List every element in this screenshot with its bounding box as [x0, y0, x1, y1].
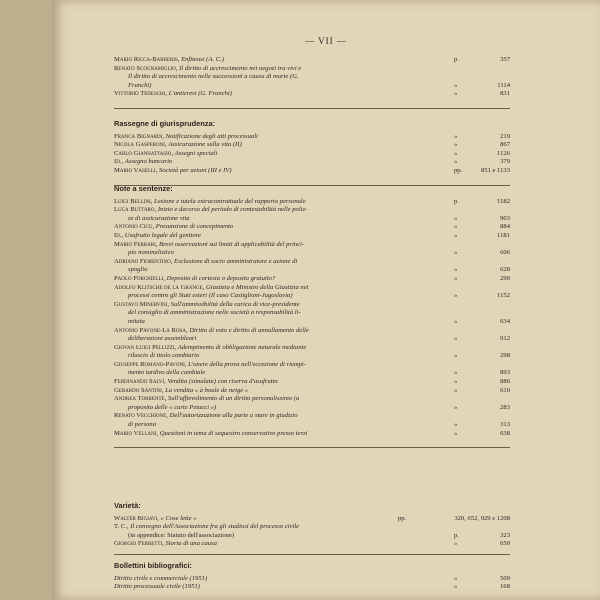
index-entry: Gerardo Santini, La vendita « à boule de neige » » 610 — [114, 386, 510, 394]
section-reviews — [114, 56, 510, 116]
index-entry: Franca Bignardi, Notificazione degli atti processuali » 219 — [114, 132, 510, 140]
section-rassegne — [114, 120, 510, 193]
index-entry: Adriano Fiorentino, Esclusione di socio amministratore e azione di spoglio » 628 — [114, 257, 510, 274]
index-entry: Giovan Luigi Pellizzi, Adempimento di obbligazione naturale mediante rilascio di titolo cambiario » 298 — [114, 343, 510, 360]
index-entry: Andrea Torrente, Sull'affievolimento di un diritto personalissimo (a proposito delle « carte Petacci ») » 283 — [114, 395, 510, 411]
section-heading: Varietà: — [114, 501, 141, 510]
index-entry: Paolo Forchielli, Deposito di cortesia o deposito gratuito? » 290 — [114, 274, 510, 282]
index-entry: Gustavo Minervini, Sull'ammissibilità della carica di vice-presidente del consiglio di amministrazione nelle società a responsabilità li- mitata » 634 — [114, 300, 510, 325]
index-entry: Nicola Gasperoni, Assicurazione sulla vita (II) » 867 — [114, 141, 510, 149]
index-entry: Luca Buttaro, Inizio e decorso del periodo di contestabilità nelle poliz- ze di assicurazione vita » 903 — [114, 206, 510, 222]
index-entry: Mario Vellani, Questioni in tema di sequestro conservativo presso terzi » 638 — [114, 429, 510, 437]
index-entry: Vittorio Tedeschi, L'anticresi (G. Franchi) » 831 — [114, 90, 510, 98]
index-entry: Diritto processuale civile (1951) » 168 — [114, 583, 510, 591]
index-entry: Renato Vecchione, Dell'autorizzazione alla parte a stare in giudizio di persona » 313 — [114, 412, 510, 429]
index-entry: Id., Usufrutto legale del genitore » 1181 — [114, 231, 510, 239]
section-bollettini — [114, 554, 510, 592]
index-entry: Antonio Cicu, Presunzione di concepimento » 884 — [114, 223, 510, 231]
section-varieta — [114, 502, 510, 549]
index-entry: Mario Vaselli, Società per azioni (III e IV) pp. 851 e 1133 — [114, 166, 510, 174]
section-note-sentenze — [114, 185, 510, 455]
index-entry: Ferdinando Salvi, Vendita (simulata) con riserva d'usufrutto » 886 — [114, 378, 510, 386]
index-entry: Giuseppe Romano-Pavoni, L'onere della prova nell'eccezione di riempi- mento tardivo della cambiale » 893 — [114, 360, 510, 377]
page-number: — VII — — [305, 36, 347, 46]
index-entry: Antonio Pavone-La Rosa, Diritto di voto e diritto di annullamento delle deliberazioni assembleari » 912 — [114, 326, 510, 343]
index-entry: Carlo Giannattasio, Assegni speciali » 1126 — [114, 149, 510, 157]
document-page — [52, 0, 600, 600]
section-heading: Rassegne di giurisprudenza: — [114, 119, 216, 128]
section-heading: Bollettini bibliografici: — [114, 561, 193, 570]
index-entry: Id., Assegno bancario » 379 — [114, 158, 510, 166]
section-heading: Note a sentenze: — [114, 184, 173, 193]
index-entry: Mario Ricca-Barberis, Enfiteusi (A. C.) p. 357 — [114, 56, 510, 63]
section-divider — [114, 554, 510, 555]
index-entry: T. C., Il convegno dell'Associazione fra gli studiosi del processo civile (in appendice: Statuto dell'associazione) p. 323 — [114, 523, 510, 539]
index-entry: Renato Scognamiglio, Il diritto di accrescimento nei negozi tra vivi e Il diritto di accrescimento nelle successioni a causa di morte (G. Franchi) » 1114 — [114, 64, 510, 89]
index-entry: Diritto civile e commerciale (1951) » 509 — [114, 574, 510, 582]
index-entry: Walter Bigiavi, « Cose lette » pp. 320, 652, 929 e 1208 — [114, 514, 510, 522]
index-entry: Luigi Bellini, Lesione e tutela extracontrattuale del rapporto personale p. 1182 — [114, 197, 510, 205]
section-divider — [114, 108, 510, 109]
index-entry: Giorgio Ferretti, Storia di una causa » 650 — [114, 540, 510, 548]
index-entry: Adolfo Klitsche de la Grange, Giustizia e Ministro della Giustizia nei processi contro gli Stati esteri (Il caso Castiglioni-Jugoslavia) » 1152 — [114, 283, 510, 300]
section-divider — [114, 447, 510, 448]
index-entry: Mario Ferrari, Brevi osservazioni sui limiti di applicabilità del princi- pio nominalistico » 606 — [114, 240, 510, 257]
